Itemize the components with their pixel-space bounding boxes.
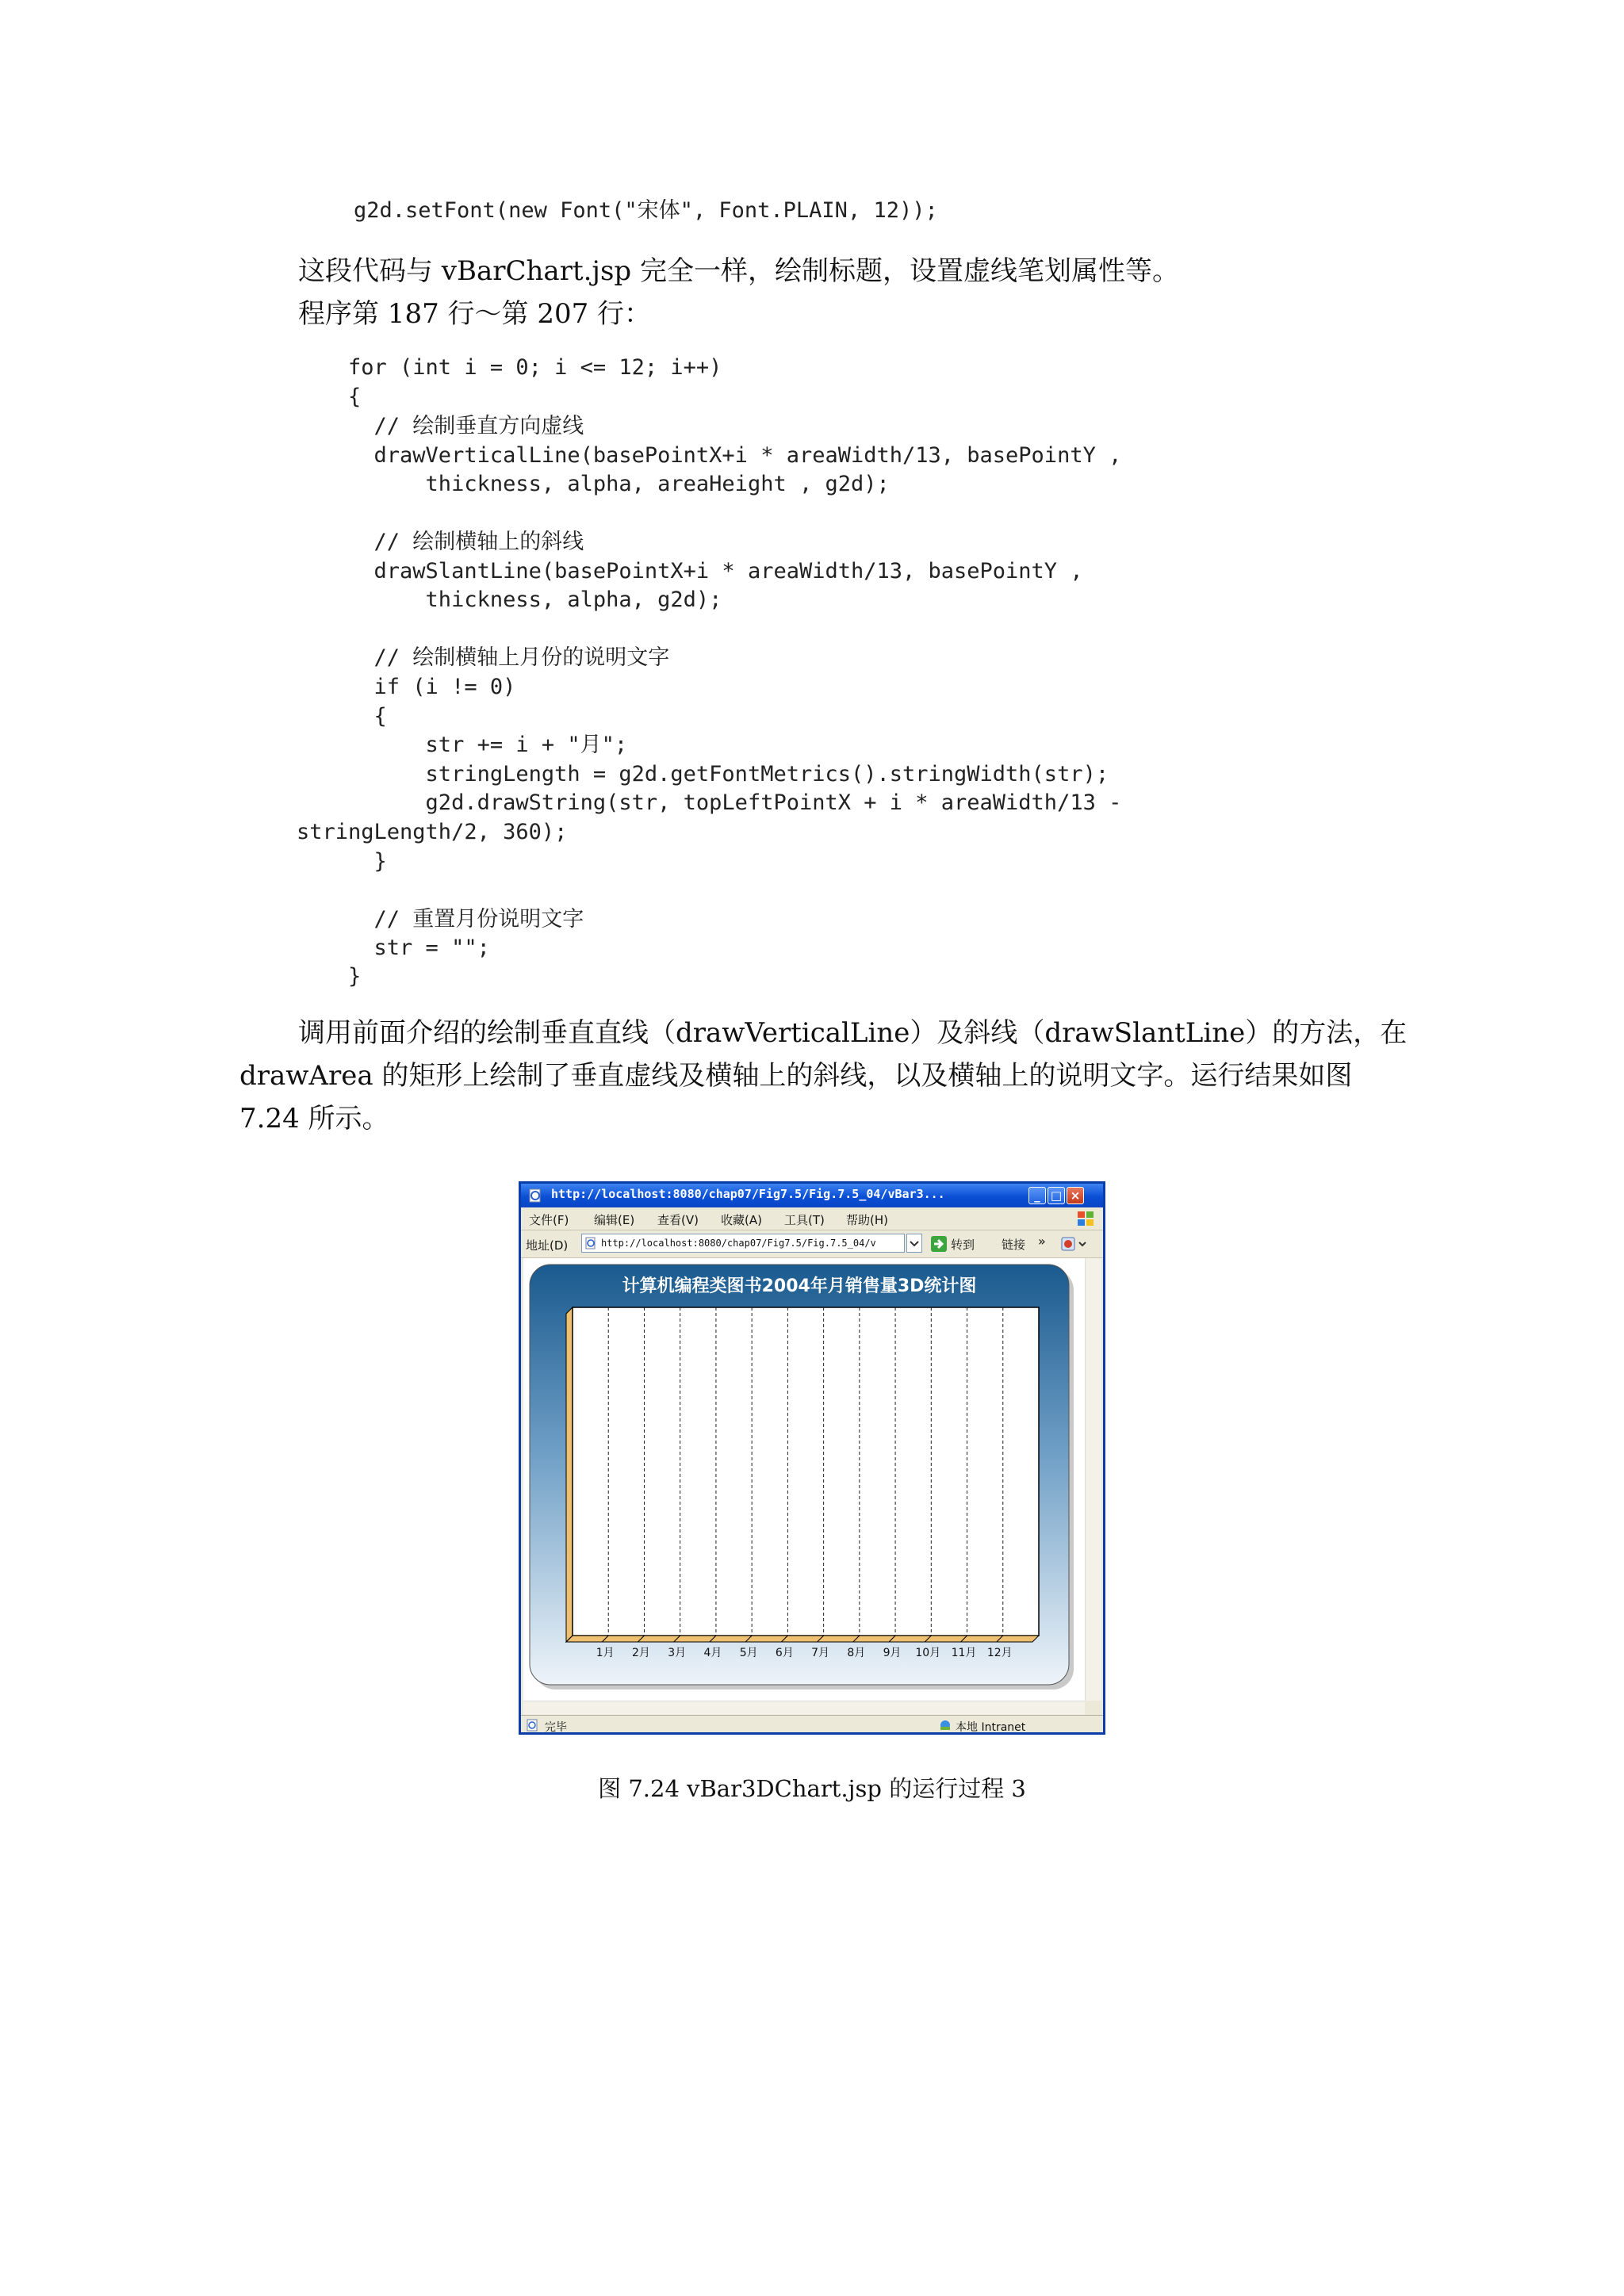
x-tick-label: 4月 — [703, 1647, 722, 1659]
x-tick-label: 8月 — [847, 1647, 866, 1659]
ie-page-icon — [527, 1188, 543, 1203]
close-icon: × — [1070, 1188, 1081, 1203]
address-input[interactable]: http://localhost:8080/chap07/Fig7.5/Fig.7.5_04/v — [581, 1234, 905, 1253]
menu-file[interactable]: 文件(F) — [529, 1213, 569, 1227]
vertical-scrollbar[interactable] — [1085, 1258, 1101, 1701]
menu-help[interactable]: 帮助(H) — [846, 1213, 888, 1227]
code-line-setfont: g2d.setFont(new Font("宋体", Font.PLAIN, 12)); — [354, 198, 938, 223]
go-arrow-icon[interactable] — [930, 1235, 948, 1253]
code-line: thickness, alpha, g2d); — [297, 587, 722, 612]
status-bar — [521, 1715, 1103, 1735]
x-tick-label: 6月 — [775, 1647, 794, 1659]
maximize-button[interactable] — [1048, 1187, 1065, 1204]
windows-flag-icon — [1076, 1210, 1095, 1227]
text-line: 这段代码与 vBarChart.jsp 完全一样，绘制标题，设置虚线笔划属性等。 — [298, 255, 1179, 287]
maximize-icon: □ — [1050, 1188, 1063, 1203]
code-line: // 绘制横轴上的斜线 — [297, 530, 584, 554]
chart-floor — [566, 1636, 1039, 1642]
chart-plot-area — [573, 1307, 1039, 1636]
address-dropdown[interactable] — [906, 1234, 922, 1253]
chevron-right-icon[interactable]: » — [1038, 1234, 1046, 1249]
address-label: 地址(D) — [526, 1238, 569, 1253]
x-tick-label: 12月 — [986, 1647, 1013, 1659]
code-line: g2d.drawString(str, topLeftPointX + i * areaWidth/13 - — [297, 790, 1122, 815]
status-text: 完毕 — [545, 1721, 567, 1734]
close-button[interactable] — [1067, 1187, 1084, 1204]
x-tick-label: 5月 — [739, 1647, 758, 1659]
toolbar-tool-icon[interactable] — [1060, 1235, 1087, 1253]
page-icon — [584, 1237, 597, 1249]
code-line: stringLength = g2d.getFontMetrics().stringWidth(str); — [297, 762, 1109, 786]
code-line: // 重置月份说明文字 — [297, 907, 584, 932]
code-line: thickness, alpha, areaHeight , g2d); — [297, 472, 890, 496]
browser-window — [519, 1181, 1105, 1735]
minimize-button[interactable] — [1028, 1187, 1046, 1204]
x-tick-label: 3月 — [668, 1647, 687, 1659]
code-line: } — [297, 849, 387, 874]
zone-text: 本地 Intranet — [956, 1721, 1026, 1734]
x-tick-label: 11月 — [951, 1647, 977, 1659]
chart-side-wall — [566, 1307, 573, 1642]
chart-title: 计算机编程类图书2004年月销售量3D统计图 — [622, 1276, 977, 1296]
code-line: str = ""; — [297, 936, 490, 960]
code-line: drawVerticalLine(basePointX+i * areaWidth/13, basePointY , — [297, 443, 1122, 468]
page-done-icon — [526, 1719, 540, 1732]
x-tick-label: 9月 — [883, 1647, 902, 1659]
menu-favorites[interactable]: 收藏(A) — [721, 1213, 762, 1227]
text-line: 程序第 187 行～第 207 行： — [298, 298, 652, 330]
figure-caption: 图 7.24 vBar3DChart.jsp 的运行过程 3 — [598, 1775, 1026, 1802]
code-line: stringLength/2, 360); — [297, 820, 568, 844]
code-line: // 绘制垂直方向虚线 — [297, 414, 584, 438]
menu-bar — [521, 1207, 1103, 1230]
code-line: drawSlantLine(basePointX+i * areaWidth/13, basePointY , — [297, 559, 1083, 584]
text-line: drawArea 的矩形上绘制了垂直虚线及横轴上的斜线，以及横轴上的说明文字。运行结果如图 — [239, 1060, 1353, 1092]
text-line: 7.24 所示。 — [239, 1103, 389, 1135]
window-title: http://localhost:8080/chap07/Fig7.5/Fig.7.5_04/vBar3... — [551, 1187, 945, 1201]
browser-viewport — [523, 1258, 1085, 1701]
x-tick-label: 1月 — [596, 1647, 615, 1659]
menu-tools[interactable]: 工具(T) — [784, 1213, 825, 1227]
code-line: } — [297, 964, 362, 989]
x-tick-label: 7月 — [811, 1647, 830, 1659]
code-line: if (i != 0) — [297, 675, 516, 699]
code-line: { — [297, 385, 362, 409]
x-tick-label: 10月 — [915, 1647, 941, 1659]
x-tick-label: 2月 — [632, 1647, 650, 1659]
title-bar — [521, 1184, 1103, 1207]
address-bar — [521, 1230, 1103, 1258]
intranet-zone-icon — [938, 1719, 952, 1732]
chevron-down-icon — [907, 1234, 921, 1252]
paragraph-explanation — [239, 1012, 1408, 1140]
code-line: for (int i = 0; i <= 12; i++) — [297, 355, 722, 380]
horizontal-scrollbar[interactable] — [523, 1701, 1085, 1716]
go-button[interactable]: 转到 — [951, 1238, 975, 1252]
code-line: { — [297, 704, 387, 729]
chart-canvas — [523, 1258, 1085, 1701]
links-button[interactable]: 链接 — [1002, 1238, 1026, 1252]
text-line: 调用前面介绍的绘制垂直直线（drawVerticalLine）及斜线（drawSlantLine）的方法，在 — [298, 1017, 1408, 1049]
paragraph-intro — [239, 250, 1386, 335]
minimize-icon: _ — [1034, 1188, 1040, 1203]
code-line: str += i + "月"; — [297, 733, 628, 757]
menu-view[interactable]: 查看(V) — [657, 1213, 699, 1227]
menu-edit[interactable]: 编辑(E) — [594, 1213, 635, 1227]
code-line: // 绘制横轴上月份的说明文字 — [297, 645, 670, 670]
